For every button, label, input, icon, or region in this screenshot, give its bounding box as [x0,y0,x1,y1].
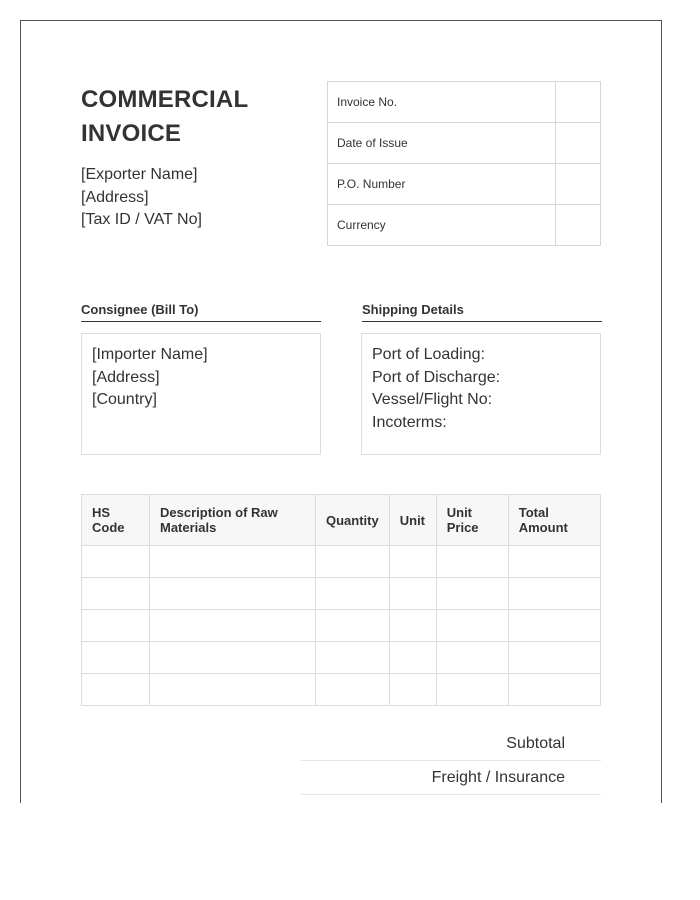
table-row [82,546,601,578]
consignee-heading: Consignee (Bill To) [81,302,321,322]
cell-unit-price[interactable] [436,674,508,706]
col-description-line1: Description of Raw [160,505,278,520]
cell-hs-code[interactable] [82,642,150,674]
col-unit-price-line1: Unit [446,505,473,520]
shipping-box [361,333,601,455]
cell-description[interactable] [150,674,316,706]
importer-name: [Importer Name] [92,346,208,363]
vessel-flight-no: Vessel/Flight No: [372,391,493,408]
table-row [82,642,601,674]
table-row [82,578,601,610]
col-hs-code-line2: Code [92,520,125,535]
meta-row-currency [328,205,601,246]
cell-unit[interactable] [389,546,436,578]
meta-value-po-number[interactable] [556,164,601,205]
meta-label: Currency [328,205,556,246]
col-unit-line1: Unit [399,512,426,528]
cell-total-amount[interactable] [508,610,600,642]
importer-country: [Country] [92,391,157,408]
meta-value-date-of-issue[interactable] [556,123,601,164]
meta-value-currency[interactable] [556,205,601,246]
port-of-discharge: Port of Discharge: [372,368,501,386]
cell-quantity[interactable] [316,674,390,706]
cell-unit[interactable] [389,610,436,642]
invoice-meta-table [327,81,601,246]
cell-description[interactable] [150,642,316,674]
cell-unit-price[interactable] [436,610,508,642]
cell-quantity[interactable] [316,546,390,578]
freight-insurance-label: Freight / Insurance [301,761,601,795]
table-row [82,610,601,642]
table-row [82,674,601,706]
cell-unit[interactable] [389,578,436,610]
cell-unit[interactable] [389,642,436,674]
meta-value-invoice-no[interactable] [556,82,601,123]
cell-quantity[interactable] [316,642,390,674]
meta-row-date-of-issue [328,123,601,164]
meta-row-invoice-no [328,82,601,123]
cell-quantity[interactable] [316,578,390,610]
cell-hs-code[interactable] [82,546,150,578]
cell-total-amount[interactable] [508,578,600,610]
meta-label: Invoice No. [328,82,556,123]
col-hs-code-line1: HS [92,505,111,520]
col-unit [389,495,436,546]
col-description-line2: Materials [160,520,217,535]
meta-label: Date of Issue [328,123,556,164]
cell-hs-code[interactable] [82,610,150,642]
incoterms: Incoterms: [372,413,447,431]
cell-unit-price[interactable] [436,546,508,578]
exporter-name: [Exporter Name] [81,166,198,183]
col-unit-price [436,495,508,546]
title-line-2: INVOICE [81,120,182,147]
col-quantity [316,495,390,546]
table-header-row [82,495,601,546]
consignee-box [81,333,321,455]
col-unit-price-line2: Price [446,520,479,535]
invoice-title [81,83,311,151]
cell-unit-price[interactable] [436,578,508,610]
col-quantity-line1: Quantity [326,512,379,528]
col-total-amount [508,495,600,546]
subtotal-label: Subtotal [301,727,601,761]
cell-hs-code[interactable] [82,674,150,706]
exporter-address: [Address] [81,188,149,206]
cell-total-amount[interactable] [508,546,600,578]
cell-description[interactable] [150,578,316,610]
line-items-table [81,494,601,706]
importer-address: [Address] [92,368,160,386]
col-total-amount-line2: Amount [518,520,568,535]
cell-quantity[interactable] [316,610,390,642]
cell-unit[interactable] [389,674,436,706]
shipping-heading: Shipping Details [362,302,602,322]
meta-label: P.O. Number [328,164,556,205]
totals-block [301,727,601,795]
title-line-1: COMMERCIAL [81,86,249,113]
col-total-amount-line1: Total [518,505,549,520]
invoice-page [20,20,662,803]
meta-row-po-number [328,164,601,205]
cell-description[interactable] [150,546,316,578]
col-description [150,495,316,546]
cell-total-amount[interactable] [508,642,600,674]
cell-unit-price[interactable] [436,642,508,674]
cell-description[interactable] [150,610,316,642]
col-hs-code [82,495,150,546]
cell-hs-code[interactable] [82,578,150,610]
cell-total-amount[interactable] [508,674,600,706]
exporter-block [81,164,202,232]
port-of-loading: Port of Loading: [372,346,485,363]
exporter-tax-id: [Tax ID / VAT No] [81,211,202,228]
